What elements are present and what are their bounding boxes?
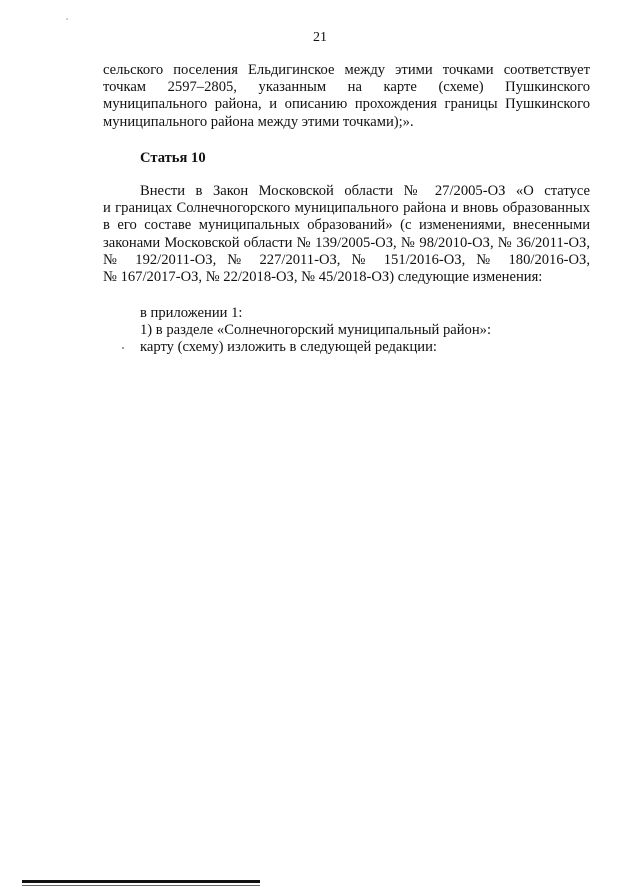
article-paragraph	[103, 183, 590, 286]
text-line: в его составе муниципальных образований» (с изменениями, внесенными	[103, 217, 590, 234]
bottom-rule	[22, 880, 260, 883]
scan-speck	[66, 18, 68, 20]
page-number: 21	[313, 30, 327, 45]
text-line: сельского поселения Ельдигинское между этими точками соответствует	[103, 62, 590, 78]
amendments-list	[140, 305, 491, 357]
appendix-line: в приложении 1:	[140, 305, 243, 321]
text-line: и границах Солнечногорского муниципального района и вновь образованных	[103, 200, 590, 217]
text-line: № 167/2017-ОЗ, № 22/2018-ОЗ, № 45/2018-ОЗ) следующие изменения:	[103, 269, 543, 286]
scan-speck	[122, 347, 124, 349]
continuation-paragraph	[103, 62, 590, 131]
article-heading: Статья 10	[140, 150, 206, 166]
text-line: № 192/2011-ОЗ, № 227/2011-ОЗ, № 151/2016-ОЗ, № 180/2016-ОЗ,	[103, 251, 590, 268]
section-line: 1) в разделе «Солнечногорский муниципальный район»:	[140, 322, 492, 339]
instruction-line: карту (схему) изложить в следующей редакции:	[140, 339, 437, 356]
text-line: точкам 2597–2805, указанным на карте (схеме) Пушкинского	[103, 79, 590, 96]
text-line: Внести в Закон Московской области № 27/2005-ОЗ «О статусе	[140, 183, 590, 199]
bottom-rule-shadow	[22, 885, 260, 886]
text-line: законами Московской области № 139/2005-ОЗ, № 98/2010-ОЗ, № 36/2011-ОЗ,	[103, 234, 590, 251]
text-line: муниципального района между этими точками);».	[103, 113, 414, 130]
text-line: муниципального района, и описанию прохождения границы Пушкинского	[103, 96, 590, 113]
